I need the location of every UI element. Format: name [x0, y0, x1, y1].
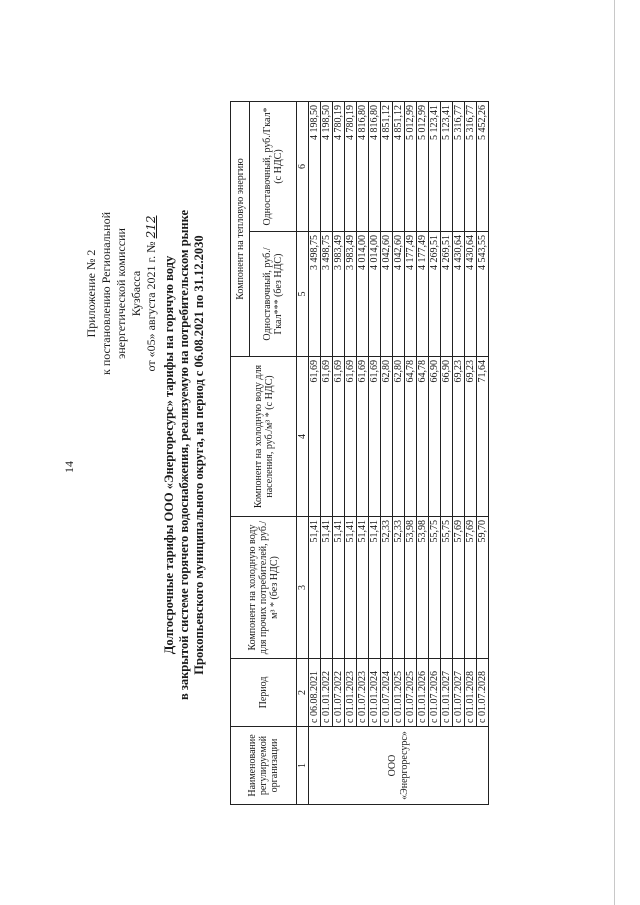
- thermal-population-cell: 5 316,77: [453, 101, 465, 231]
- handwritten-number: 212: [144, 215, 158, 239]
- column-number: 3: [297, 517, 309, 659]
- thermal-other-cell: 3 498,75: [309, 232, 321, 357]
- cold-population-cell: 69,23: [453, 357, 465, 517]
- thermal-other-cell: 4 543,55: [477, 232, 489, 357]
- annex-date-line: [144, 212, 159, 375]
- cold-other-cell: 51,41: [333, 517, 345, 659]
- thermal-population-cell: 4 780,19: [333, 101, 345, 231]
- period-cell: с 01.01.2028: [465, 659, 477, 727]
- period-cell: с 01.01.2023: [345, 659, 357, 727]
- table-row: [417, 101, 429, 804]
- cold-other-cell: 51,41: [309, 517, 321, 659]
- cold-other-cell: 55,75: [441, 517, 453, 659]
- page-number: 14: [62, 461, 76, 473]
- column-number: 5: [297, 232, 309, 357]
- tariff-table: [230, 101, 489, 805]
- document-title: [162, 95, 207, 815]
- table-row: [309, 101, 321, 804]
- cold-other-cell: 59,70: [477, 517, 489, 659]
- annex-block: [84, 212, 159, 375]
- cold-population-cell: 69,23: [465, 357, 477, 517]
- period-cell: с 01.07.2024: [381, 659, 393, 727]
- thermal-other-cell: 4 177,49: [417, 232, 429, 357]
- header-organization: Наименование регулируемой организации: [231, 727, 297, 805]
- table-row: [465, 101, 477, 804]
- cold-other-cell: 52,33: [393, 517, 405, 659]
- period-cell: с 01.07.2023: [357, 659, 369, 727]
- cold-other-cell: 51,41: [321, 517, 333, 659]
- thermal-other-cell: 4 014,00: [357, 232, 369, 357]
- period-cell: с 06.08.2021: [309, 659, 321, 727]
- title-line-1: Долгосрочные тарифы ООО «Энергоресурс» тарифы на горячую воду: [162, 255, 176, 655]
- cold-population-cell: 64,78: [417, 357, 429, 517]
- thermal-other-cell: 4 430,64: [465, 232, 477, 357]
- annex-line-1: к постановлению Региональной: [99, 212, 113, 375]
- cold-population-cell: 61,69: [321, 357, 333, 517]
- annex-title: Приложение № 2: [84, 249, 98, 338]
- thermal-population-cell: 5 316,77: [465, 101, 477, 231]
- thermal-other-cell: 4 430,64: [453, 232, 465, 357]
- title-line-2: в закрытой системе горячего водоснабжения, реализуемую на потребительском рынке: [177, 209, 191, 701]
- table-row: [441, 101, 453, 804]
- table-row: [453, 101, 465, 804]
- cold-population-cell: 64,78: [405, 357, 417, 517]
- thermal-population-cell: 5 012,99: [405, 101, 417, 231]
- column-number: 1: [297, 727, 309, 805]
- period-cell: с 01.07.2027: [453, 659, 465, 727]
- thermal-population-cell: 4 780,19: [345, 101, 357, 231]
- header-period: Период: [231, 659, 297, 727]
- thermal-other-cell: 4 269,51: [441, 232, 453, 357]
- thermal-population-cell: 5 123,41: [441, 101, 453, 231]
- period-cell: с 01.07.2022: [333, 659, 345, 727]
- table-row: [381, 101, 393, 804]
- thermal-other-cell: 4 042,60: [393, 232, 405, 357]
- table-row: [345, 101, 357, 804]
- thermal-other-cell: 4 177,49: [405, 232, 417, 357]
- cold-population-cell: 66,90: [441, 357, 453, 517]
- cold-population-cell: 71,64: [477, 357, 489, 517]
- thermal-other-cell: 3 498,75: [321, 232, 333, 357]
- header-thermal-population: Одноставочный, руб./Гкал* (с НДС): [250, 101, 297, 231]
- table-row: [477, 101, 489, 804]
- cold-population-cell: 61,69: [333, 357, 345, 517]
- cold-other-cell: 51,41: [369, 517, 381, 659]
- thermal-population-cell: 5 012,99: [417, 101, 429, 231]
- table-row: [333, 101, 345, 804]
- thermal-population-cell: 4 851,12: [381, 101, 393, 231]
- header-thermal-group: Компонент на тепловую энергию: [231, 101, 250, 356]
- table-row: [321, 101, 333, 804]
- header-cold-population: Компонент на холодную воду для населения, руб./м³ * (с НДС): [231, 357, 297, 517]
- organization-name: ООО «Энергоресурс»: [309, 727, 489, 805]
- cold-population-cell: 61,69: [369, 357, 381, 517]
- column-number: 4: [297, 357, 309, 517]
- cold-population-cell: 62,80: [381, 357, 393, 517]
- table-row: [429, 101, 441, 804]
- table-row: [369, 101, 381, 804]
- cold-population-cell: 61,69: [345, 357, 357, 517]
- annex-line-2: энергетической комиссии: [114, 228, 128, 359]
- column-number: 6: [297, 101, 309, 231]
- header-cold-other: Компонент на холодную воду для прочих потребителей, руб./м³ * (без НДС): [231, 517, 297, 659]
- period-cell: с 01.07.2028: [477, 659, 489, 727]
- thermal-population-cell: 4 198,50: [309, 101, 321, 231]
- table-row: [357, 101, 369, 804]
- period-cell: с 01.07.2026: [429, 659, 441, 727]
- thermal-population-cell: 4 198,50: [321, 101, 333, 231]
- thermal-other-cell: 3 983,49: [333, 232, 345, 357]
- cold-other-cell: 53,98: [405, 517, 417, 659]
- thermal-population-cell: 5 123,41: [429, 101, 441, 231]
- cold-other-cell: 51,41: [357, 517, 369, 659]
- period-cell: с 01.01.2024: [369, 659, 381, 727]
- thermal-population-cell: 4 816,80: [369, 101, 381, 231]
- thermal-population-cell: 5 452,26: [477, 101, 489, 231]
- table-row: [393, 101, 405, 804]
- cold-other-cell: 52,33: [381, 517, 393, 659]
- period-cell: с 01.01.2022: [321, 659, 333, 727]
- column-number: 2: [297, 659, 309, 727]
- cold-other-cell: 51,41: [345, 517, 357, 659]
- cold-other-cell: 55,75: [429, 517, 441, 659]
- title-line-3: Прокопьевского муниципального округа, на период с 06.08.2021 по 31.12.2030: [192, 235, 206, 675]
- thermal-population-cell: 4 851,12: [393, 101, 405, 231]
- cold-population-cell: 61,69: [309, 357, 321, 517]
- table-row: [405, 101, 417, 804]
- thermal-other-cell: 4 269,51: [429, 232, 441, 357]
- period-cell: с 01.07.2025: [405, 659, 417, 727]
- period-cell: с 01.01.2027: [441, 659, 453, 727]
- annex-line-3: Кузбасса: [129, 270, 143, 317]
- thermal-other-cell: 3 983,49: [345, 232, 357, 357]
- cold-other-cell: 57,69: [453, 517, 465, 659]
- cold-other-cell: 53,98: [417, 517, 429, 659]
- period-cell: с 01.01.2026: [417, 659, 429, 727]
- cold-other-cell: 57,69: [465, 517, 477, 659]
- thermal-other-cell: 4 042,60: [381, 232, 393, 357]
- cold-population-cell: 62,80: [393, 357, 405, 517]
- cold-population-cell: 66,90: [429, 357, 441, 517]
- period-cell: с 01.01.2025: [393, 659, 405, 727]
- header-thermal-other: Одноставочный, руб./Гкал*** (без НДС): [250, 232, 297, 357]
- thermal-population-cell: 4 816,80: [357, 101, 369, 231]
- cold-population-cell: 61,69: [357, 357, 369, 517]
- thermal-other-cell: 4 014,00: [369, 232, 381, 357]
- annex-date: от «05» августа 2021 г. №: [144, 241, 158, 372]
